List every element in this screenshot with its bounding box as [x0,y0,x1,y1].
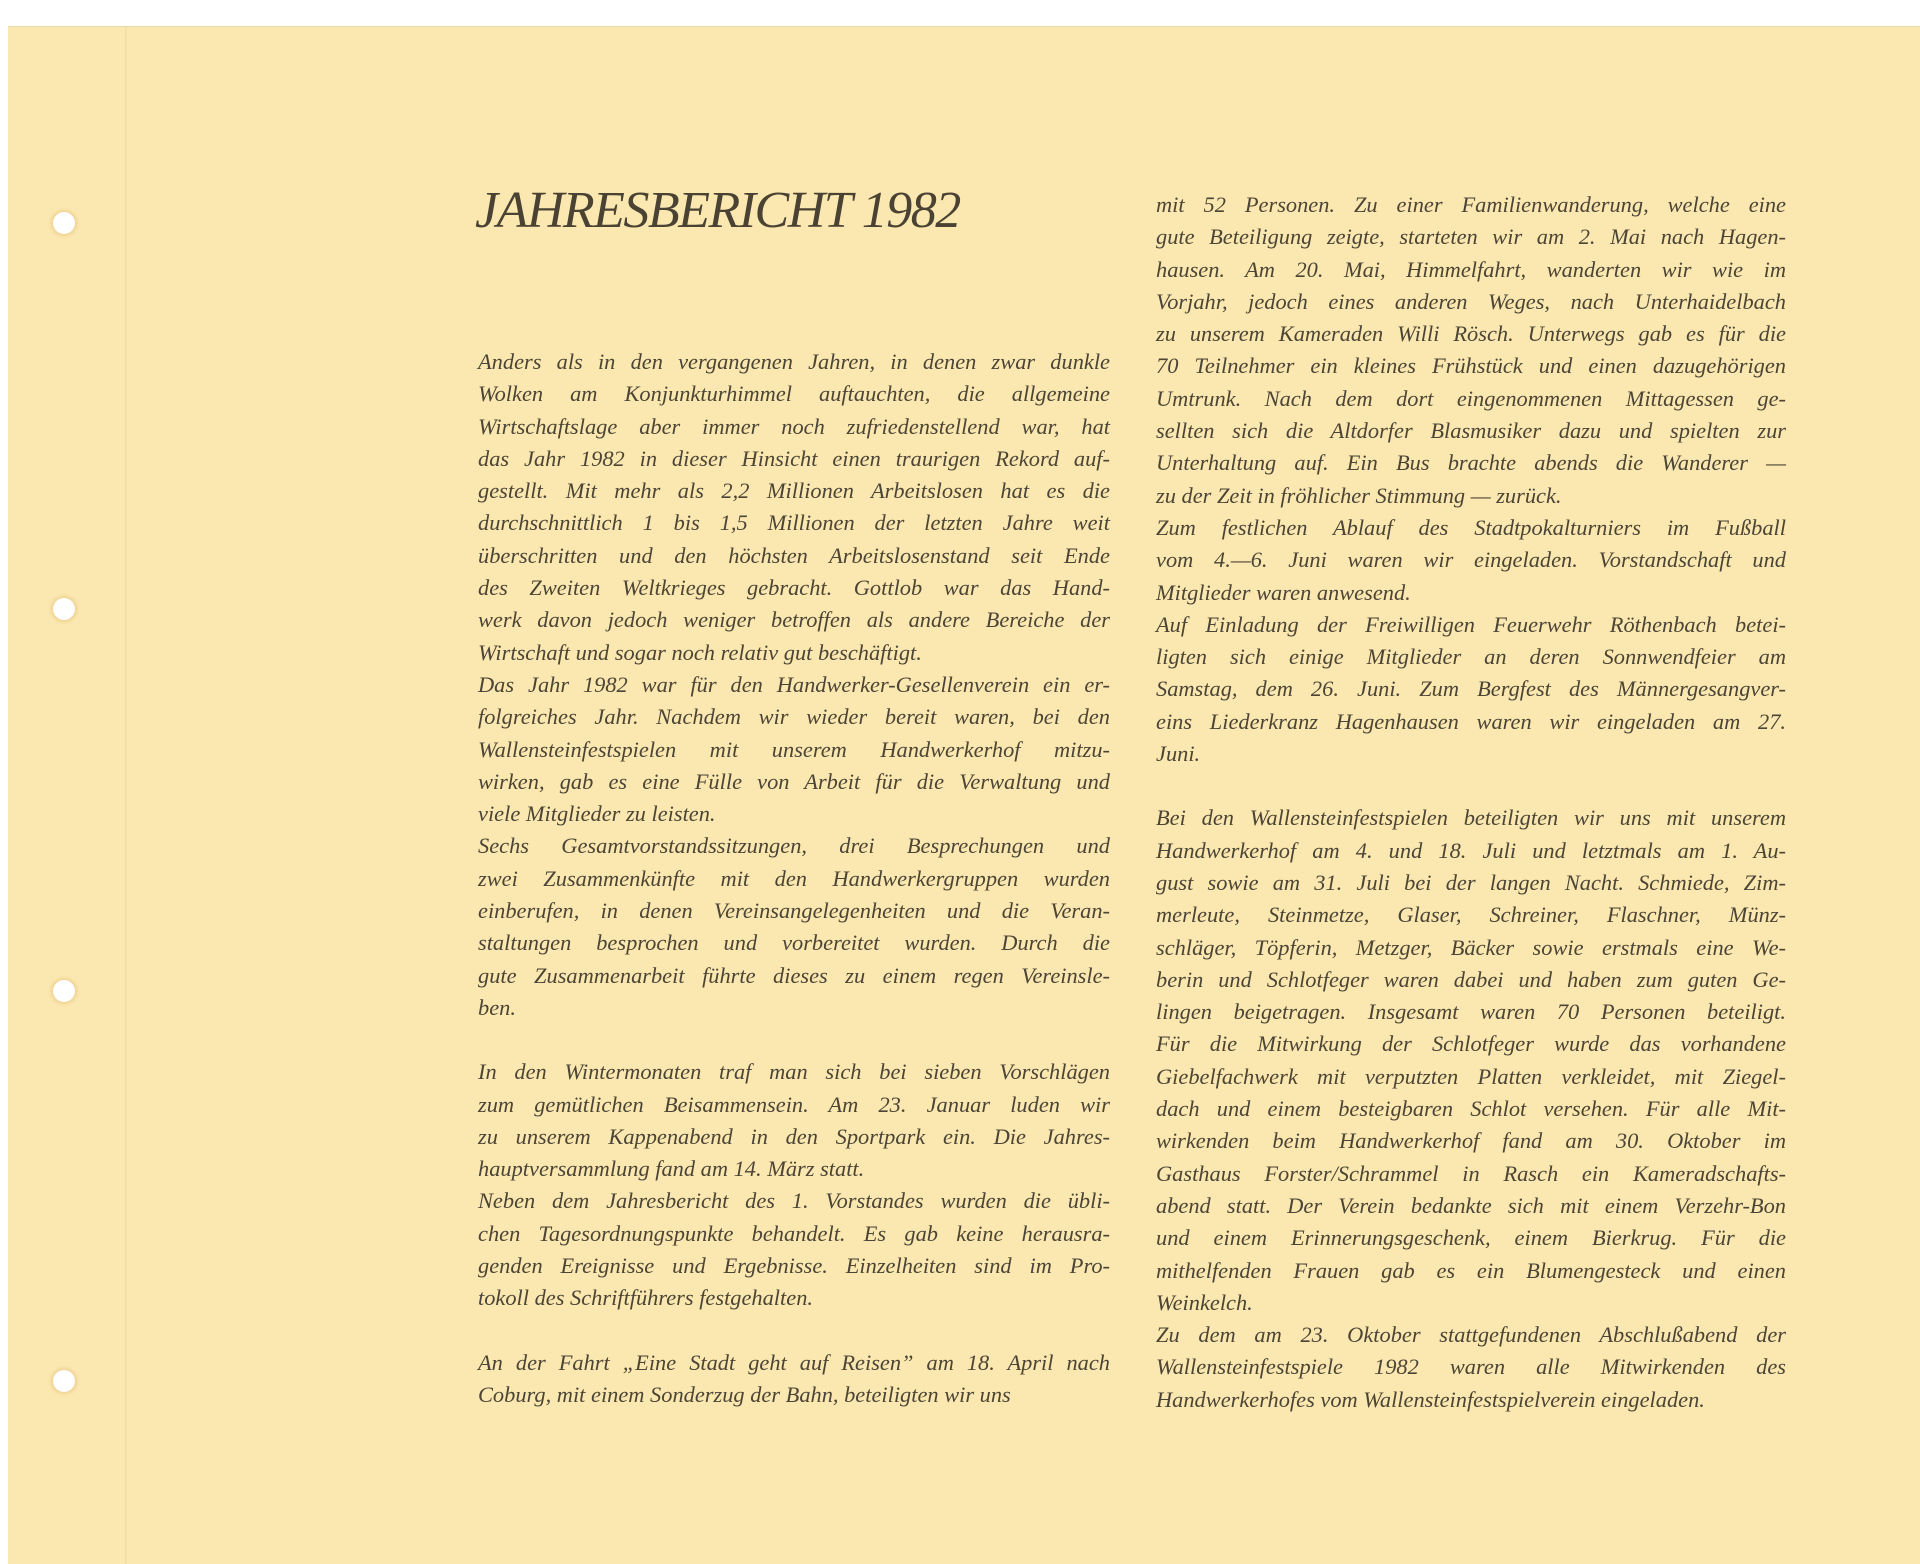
text-line: Für die Mitwirkung der Schlotfeger wurde das vorhandene [1156,1031,1786,1057]
text-line: dach und einem besteigbaren Schlot versehen. Für alle Mit- [1156,1096,1786,1122]
text-line: überschritten und den höchsten Arbeitslosenstand seit Ende [478,542,1110,568]
text-line: Das Jahr 1982 war für den Handwerker-Gesellenverein ein er- [478,671,1110,697]
text-line: vom 4.—6. Juni waren wir eingeladen. Vorstandschaft und [1156,547,1786,573]
text-line: schläger, Töpferin, Metzger, Bäcker sowie erstmals eine We- [1156,934,1786,960]
text-line: staltungen besprochen und vorbereitet wurden. Durch die [478,930,1110,956]
text-line: viele Mitglieder zu leisten. [478,801,716,827]
text-line: In den Wintermonaten traf man sich bei sieben Vorschlägen [478,1059,1110,1085]
paragraph [478,1185,1110,1314]
text-line: und einem Erinnerungsgeschenk, einem Bierkrug. Für die [1156,1225,1786,1251]
text-line: Mitglieder waren anwesend. [1156,579,1411,605]
text-line: zwei Zusammenkünfte mit den Handwerkergruppen wurden [478,865,1110,891]
text-line: folgreiches Jahr. Nachdem wir wieder bereit waren, bei den [478,704,1110,730]
paragraph [1156,512,1786,609]
text-line: Wirtschaft und sogar noch relativ gut beschäftigt. [478,639,922,665]
text-line: zu der Zeit in fröhlicher Stimmung — zurück. [1156,482,1562,508]
text-line: zu unserem Kameraden Willi Rösch. Unterwegs gab es für die [1156,321,1786,347]
text-line: Wolken am Konjunkturhimmel auftauchten, die allgemeine [478,381,1110,407]
text-line: chen Tagesordnungspunkte behandelt. Es gab keine herausra- [478,1220,1110,1246]
text-line: mit 52 Personen. Zu einer Familienwanderung, welche eine [1156,192,1786,217]
paragraph [478,1056,1110,1185]
text-line: durchschnittlich 1 bis 1,5 Millionen der letzten Jahre weit [478,510,1110,536]
text-line: 70 Teilnehmer ein kleines Frühstück und einen dazugehörigen [1156,353,1786,379]
text-line: wirken, gab es eine Fülle von Arbeit für die Verwaltung und [478,768,1110,794]
text-line: Neben dem Jahresbericht des 1. Vorstandes wurden die übli- [478,1188,1110,1214]
page-title: JAHRESBERICHT 1982 [475,182,960,239]
paragraph [1156,1319,1786,1416]
text-line: Handwerkerhof am 4. und 18. Juli und letztmals am 1. Au- [1156,837,1786,863]
text-line: Zu dem am 23. Oktober stattgefundenen Abschlußabend der [1156,1322,1786,1348]
punch-hole-icon [53,212,75,234]
text-line: wirkenden beim Handwerkerhof fand am 30. Oktober im [1156,1128,1786,1154]
text-line: lingen beigetragen. Insgesamt waren 70 Personen beteiligt. [1156,999,1786,1025]
text-line: Sechs Gesamtvorstandssitzungen, drei Besprechungen und [478,833,1110,859]
text-line: Weinkelch. [1156,1289,1253,1315]
text-line: eins Liederkranz Hagenhausen waren wir eingeladen am 27. [1156,708,1786,734]
punch-hole-icon [53,1370,75,1392]
text-line: merleute, Steinmetze, Glaser, Schreiner, Flaschner, Münz- [1156,902,1786,928]
text-line: Juni. [1156,741,1201,767]
text-line: Zum festlichen Ablauf des Stadtpokalturniers im Fußball [1156,514,1786,540]
text-line: gute Zusammenarbeit führte dieses zu einem regen Vereinsle- [478,962,1110,988]
text-line: Samstag, dem 26. Juni. Zum Bergfest des Männergesangver- [1156,676,1786,702]
paragraph [1156,609,1786,770]
text-line: hausen. Am 20. Mai, Himmelfahrt, wanderten wir wie im [1156,256,1786,282]
text-line: ligten sich einige Mitglieder an deren Sonnwendfeier am [1156,644,1786,670]
punch-hole-icon [53,598,75,620]
text-line: gust sowie am 31. Juli bei der langen Nacht. Schmiede, Zim- [1156,869,1786,895]
text-line: sellten sich die Altdorfer Blasmusiker dazu und spielten zur [1156,418,1786,444]
document-page [8,26,1920,1564]
text-line: An der Fahrt „Eine Stadt geht auf Reisen” am 18. April nach [478,1349,1110,1375]
text-line: mithelfenden Frauen gab es ein Blumengesteck und einen [1156,1257,1786,1283]
text-line: zum gemütlichen Beisammensein. Am 23. Januar luden wir [478,1091,1110,1117]
right-column [1156,189,1786,1416]
paragraph [1156,802,1786,1319]
text-line: Vorjahr, jedoch eines anderen Weges, nach Unterhaidelbach [1156,288,1786,314]
text-line: Wallensteinfestspielen mit unserem Handwerkerhof mitzu- [478,736,1110,762]
text-line: werk davon jedoch weniger betroffen als andere Bereiche der [478,607,1110,633]
text-line: Gasthaus Forster/Schrammel in Rasch ein Kameradschafts- [1156,1160,1786,1186]
text-line: zu unserem Kappenabend in den Sportpark ein. Die Jahres- [478,1123,1110,1149]
text-line: Unterhaltung auf. Ein Bus brachte abends die Wanderer — [1156,450,1786,476]
text-line: Giebelfachwerk mit verputzten Platten verkleidet, mit Ziegel- [1156,1063,1786,1089]
text-line: einberufen, in denen Vereinsangelegenheiten und die Veran- [478,898,1110,924]
left-column [478,346,1110,1411]
text-line: Auf Einladung der Freiwilligen Feuerwehr Röthenbach betei- [1156,611,1786,637]
text-line: gestellt. Mit mehr als 2,2 Millionen Arbeitslosen hat es die [478,478,1110,504]
paragraph [478,1347,1110,1412]
text-line: berin und Schlotfeger waren dabei und haben zum guten Ge- [1156,966,1786,992]
text-line: Handwerkerhofes vom Wallensteinfestspielverein eingeladen. [1156,1386,1705,1412]
text-line: tokoll des Schriftführers festgehalten. [478,1285,813,1311]
text-line: Anders als in den vergangenen Jahren, in denen zwar dunkle [478,349,1110,374]
text-line: abend statt. Der Verein bedankte sich mit einem Verzehr-Bon [1156,1192,1786,1218]
text-line: hauptversammlung fand am 14. März statt. [478,1156,865,1182]
text-line: gute Beteiligung zeigte, starteten wir am 2. Mai nach Hagen- [1156,224,1786,250]
text-line: genden Ereignisse und Ergebnisse. Einzelheiten sind im Pro- [478,1253,1110,1279]
paragraph [1156,189,1786,512]
punch-hole-icon [53,980,75,1002]
paragraph [478,830,1110,1024]
paragraph [478,346,1110,669]
text-line: des Zweiten Weltkrieges gebracht. Gottlob war das Hand- [478,575,1110,601]
binder-fold-line [125,27,127,1564]
text-line: Coburg, mit einem Sonderzug der Bahn, beteiligten wir uns [478,1381,1011,1407]
text-line: das Jahr 1982 in dieser Hinsicht einen traurigen Rekord auf- [478,445,1110,471]
paragraph [478,669,1110,830]
text-line: Wirtschaftslage aber immer noch zufriedenstellend war, hat [478,413,1110,439]
text-line: ben. [478,994,516,1020]
text-line: Umtrunk. Nach dem dort eingenommenen Mittagessen ge- [1156,385,1786,411]
text-line: Bei den Wallensteinfestspielen beteiligten wir uns mit unserem [1156,805,1786,831]
text-line: Wallensteinfestspiele 1982 waren alle Mitwirkenden des [1156,1354,1786,1380]
